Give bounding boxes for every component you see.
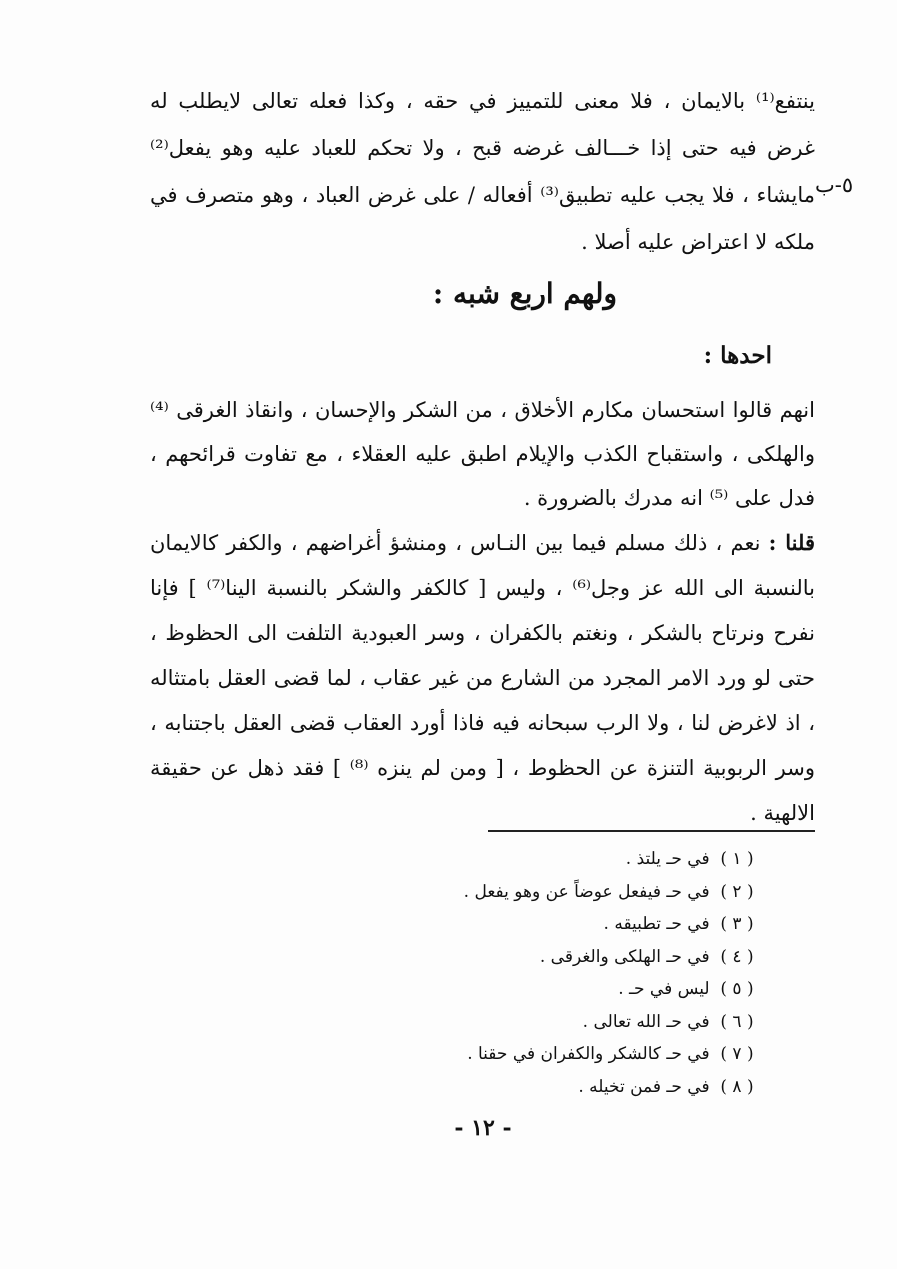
- footnote-number: ( ٣ ): [720, 914, 754, 934]
- footnote-text: في حـ الله تعالى .: [582, 1011, 710, 1032]
- footnote-number: ( ٢ ): [720, 881, 754, 902]
- footnote-item: [339, 941, 759, 974]
- footnotes-list: [339, 843, 759, 1103]
- footnote-text: في حـ يلتذ .: [625, 849, 710, 869]
- paragraph-3-text: نعم ، ذلك مسلم فيما بين النـاس ، ومنشؤ أغراضهم ، والكفر كالايمان بالنسبة الى الله عز وجل⁽⁶⁾ ، وليس [ كالكفر والشكر بالنسبة الينا⁽⁷⁾ ] فإنا نفرح ونرتاح بالشكر ، ونغتم بالكفران ، وسر العبودية التلفت الى الحظوظ ، حتى لو ورد الامر المجرد من الشارع من غير عقاب ، لما قضى العقل بامتثاله ، اذ لاغرض لنا ، ولا الرب سبحانه فيه فاذا أورد العقاب قضى العقل باجتنابه ، وسر الربوبية التنزة عن الحظوط ، [ ومن لم ينزه ⁽⁸⁾ ] فقد ذهل عن حقيقة الالهية .: [150, 531, 815, 825]
- footnote-number: ( ٧ ): [720, 1044, 754, 1064]
- footnote-item: [339, 1038, 759, 1071]
- footnote-number: ( ٨ ): [720, 1076, 754, 1097]
- section-heading: ولهم اربع شبه :: [432, 277, 617, 310]
- footnote-text: في حـ كالشكر والكفران في حقنا .: [467, 1044, 710, 1064]
- paragraph-3-body: [150, 520, 815, 836]
- page-number: - ١٢ -: [454, 1115, 512, 1141]
- footnote-text: في حـ الهلكى والغرقى .: [539, 946, 710, 967]
- footnote-item: [339, 973, 759, 1006]
- footnote-item: [339, 843, 759, 876]
- paragraph-2: [150, 388, 815, 520]
- paragraph-2-text: انهم قالوا استحسان مكارم الأخلاق ، من الشكر والإحسان ، وانقاذ الغرقى ⁽⁴⁾ والهلكى ، واستقباح الكذب والإيلام اطبق عليه العقلاء ، مع تفاوت قرائحهم ، فدل على ⁽⁵⁾ انه مدرك بالضرورة .: [150, 398, 815, 510]
- footnote-number: ( ٦ ): [720, 1011, 754, 1032]
- footnote-number: ( ٥ ): [720, 979, 754, 999]
- footnote-item: [339, 876, 759, 909]
- footnote-item: [339, 908, 759, 941]
- footnote-divider: [488, 830, 815, 832]
- footnote-text: في حـ فمن تخيله .: [578, 1076, 710, 1097]
- footnote-number: ( ٤ ): [720, 946, 754, 967]
- paragraph-3: [150, 520, 815, 836]
- footnote-number: ( ١ ): [720, 849, 754, 869]
- footnote-item: [339, 1071, 759, 1104]
- paragraph-3-lead: قلنا :: [768, 530, 815, 555]
- footnote-text: في حـ فيفعل عوضاً عن وهو يفعل .: [463, 881, 710, 902]
- footnote-text: ليس في حـ .: [618, 979, 710, 999]
- paragraph-1-text: ينتفع⁽¹⁾ بالايمان ، فلا معنى للتمييز في حقه ، وكذا فعله تعالى لايطلب له غرض فيه حتى إذا خـــالف غرضه قبح ، ولا تحكم للعباد عليه وهو يفعل⁽²⁾ مايشاء ، فلا يجب عليه تطبيق⁽³⁾ أفعاله / على غرض العباد ، وهو متصرف في ملكه لا اعتراض عليه أصلا .: [150, 89, 815, 254]
- margin-folio-note: ٥-ب: [815, 173, 854, 197]
- footnote-text: في حـ تطبيقه .: [603, 914, 710, 934]
- paragraph-1: [150, 78, 815, 266]
- section-subheading: احدها :: [703, 342, 772, 369]
- footnote-item: [339, 1006, 759, 1039]
